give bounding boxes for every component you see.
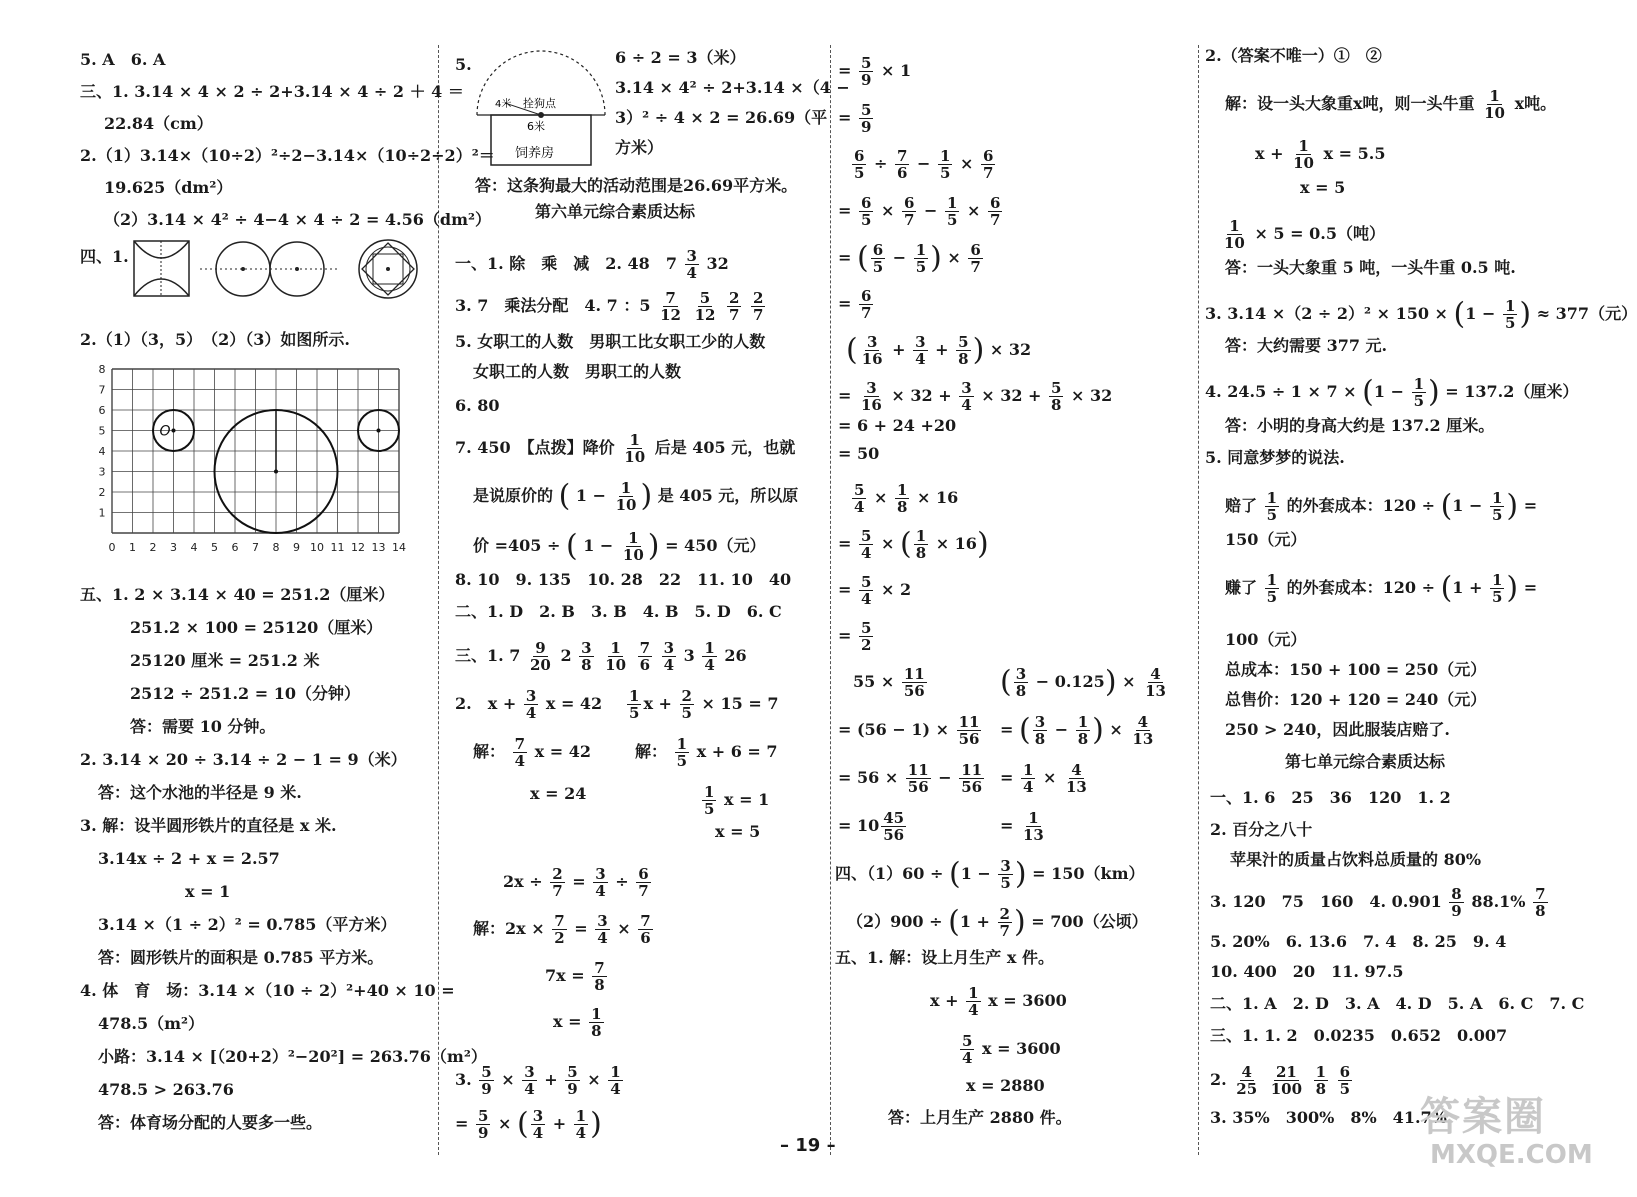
- watermark-site: MXQE.COM: [1430, 1140, 1593, 1170]
- fraction: $\frac{11}{56}$: [958, 713, 980, 748]
- answer-line: 5. A 6. A: [80, 50, 166, 69]
- math-line: = 6 + 24 +20: [838, 416, 957, 435]
- fraction: $\frac{1}{10}$: [1224, 217, 1245, 252]
- answer-text: = 137.2（厘米）: [1445, 382, 1579, 401]
- page-number: – 19 –: [780, 1135, 836, 1156]
- answer-text: 解：设一头大象重x吨，则一头牛重: [1225, 94, 1475, 113]
- fraction: $\frac{1}{4}$: [968, 984, 979, 1019]
- answer-text: × 5 = 0.5（吨）: [1254, 224, 1385, 243]
- answer-line: 478.5（m²）: [98, 1014, 205, 1033]
- x-tick-label: 1: [129, 541, 136, 554]
- fraction: $\frac{6}{5}$: [860, 194, 872, 229]
- answer-line: 3. 3.14 ×（2 ÷ 2）² × 150 × (1 − $\frac{1}{5}$ ) ≈ 377（元）: [1205, 296, 1637, 332]
- fraction: $\frac{1}{8}$: [1077, 713, 1089, 748]
- answer-line: 3.14x ÷ 2 + x = 2.57: [98, 849, 280, 868]
- math-line: = $\frac{5}{9}$: [838, 101, 872, 136]
- fraction: $\frac{5}{9}$: [477, 1107, 489, 1142]
- answer-line: 是说原价的 ( 1 − $\frac{1}{10}$ ) 是 405 元，所以原: [473, 478, 799, 514]
- fraction: $\frac{5}{4}$: [860, 573, 872, 608]
- answer-text: × 15 = 7: [701, 694, 779, 713]
- fraction: $\frac{7}{6}$: [640, 912, 651, 947]
- fraction: $\frac{11}{56}$: [907, 761, 929, 796]
- answer-line: 答：圆形铁片的面积是 0.785 平方米。: [98, 948, 384, 967]
- fraction: $\frac{1}{10}$: [1293, 137, 1314, 172]
- answer-text: x =: [553, 1012, 582, 1031]
- fraction: $\frac{6}{7}$: [903, 194, 915, 229]
- answer-line: 四、（1）60 ÷ (1 − $\frac{3}{5}$ ) = 150（km）: [835, 856, 1145, 892]
- fraction: $\frac{1}{4}$: [1022, 761, 1034, 796]
- x-tick-label: 10: [310, 541, 324, 554]
- answer-line: 三、1. 1. 2 0.0235 0.652 0.007: [1210, 1026, 1508, 1045]
- fraction: $\frac{1}{10}$: [605, 639, 627, 674]
- answer-line: [473, 736, 591, 769]
- fraction: $\frac{6}{5}$: [854, 147, 865, 182]
- fraction: $\frac{1}{5}$: [1413, 375, 1424, 410]
- answer-line: 4. 体 育 场：3.14 ×（10 ÷ 2）²+40 × 10 =: [80, 981, 455, 1000]
- fraction: $\frac{5}{9}$: [860, 54, 872, 89]
- fraction: $\frac{3}{4}$: [525, 687, 537, 722]
- fraction: $\frac{1}{8}$: [1315, 1063, 1327, 1098]
- answer-line: = $\frac{5}{9}$ × ( $\frac{3}{4}$ + $\frac{1}{4}$ ): [455, 1106, 602, 1142]
- answer-text: x = 3600: [982, 1039, 1061, 1058]
- answer-text: 一、1. 除 乘 减 2. 48 7: [455, 254, 677, 273]
- fraction: $\frac{1}{10}$: [615, 479, 637, 514]
- x-tick-label: 5: [211, 541, 218, 554]
- answer-line: 四、1.: [80, 247, 129, 266]
- answer-text: 7x =: [545, 966, 585, 985]
- answer-line: 2x ÷ $\frac{2}{7}$ = $\frac{3}{4}$ ÷ $\frac{6}{7}$: [503, 865, 649, 900]
- answer-line: 2.（1）3.14×（10÷2）²÷2−3.14×（10÷2÷2）²＝: [80, 146, 495, 165]
- answer-line: 方米）: [615, 138, 664, 157]
- fraction: $\frac{3}{4}$: [524, 1063, 535, 1098]
- fraction: $\frac{1}{5}$: [629, 687, 640, 722]
- fraction: $\frac{1}{5}$: [946, 194, 958, 229]
- fraction: $\frac{6}{5}$: [872, 241, 884, 276]
- answer-text: 四、（1）60 ÷: [835, 864, 944, 883]
- math-line: = $\frac{5}{2}$: [838, 619, 872, 654]
- fraction: $\frac{3}{16}$: [860, 379, 882, 414]
- answer-line: 答：需要 10 分钟。: [130, 717, 276, 736]
- y-tick-label: 8: [98, 363, 106, 376]
- answer-text: =: [1523, 496, 1538, 515]
- answer-text: = 150（km）: [1032, 864, 1145, 883]
- answer-line: 赔了 $\frac{1}{5}$ 的外套成本：120 ÷ (1 − $\frac{1}{5}$ ) =: [1225, 488, 1538, 524]
- circle-square-figure: [359, 240, 417, 298]
- answer-text: 3. 7 乘法分配 4. 7 ：5: [455, 296, 651, 315]
- fraction: $\frac{1}{5}$: [676, 735, 688, 770]
- answer-line: 2. 3.14 × 20 ÷ 3.14 ÷ 2 − 1 = 9（米）: [80, 750, 407, 769]
- fraction: $\frac{7}{4}$: [514, 735, 526, 770]
- answer-line: x = 5: [1300, 178, 1346, 197]
- answer-line: [1210, 1064, 1354, 1097]
- answer-line: 二、1. D 2. B 3. B 4. B 5. D 6. C: [455, 602, 782, 621]
- fraction: $\frac{4}{13}$: [1065, 761, 1087, 796]
- answer-text: 赔了: [1225, 496, 1258, 515]
- answer-line: 总成本：150 + 100 = 250（元）: [1225, 660, 1487, 679]
- figure-label: 饲养房: [515, 146, 555, 161]
- fraction: $\frac{1}{4}$: [575, 1107, 587, 1142]
- fraction: $\frac{3}{4}$: [961, 379, 972, 414]
- center-label-o: O: [159, 423, 171, 440]
- answer-line: [1210, 886, 1550, 919]
- answer-line: 答：大约需要 377 元.: [1225, 336, 1388, 355]
- answer-line: 小路：3.14 × [（20+2）²−20²] = 263.76（m²）: [98, 1047, 487, 1066]
- answer-text: 赚了: [1225, 578, 1258, 597]
- section-title: 第七单元综合素质达标: [1285, 752, 1446, 771]
- answer-line: 价 =405 ÷ ( 1 − $\frac{1}{10}$ ) = 450（元）: [473, 528, 766, 564]
- fraction: $\frac{6}{7}$: [982, 147, 994, 182]
- x-tick-label: 7: [252, 541, 259, 554]
- answer-text: 3. 120 75 160 4. 0.901: [1210, 892, 1442, 911]
- fraction: $\frac{7}{2}$: [554, 912, 565, 947]
- answer-line: 19.625（dm²）: [104, 178, 233, 197]
- fraction: $\frac{7}{6}$: [639, 639, 651, 674]
- fraction: $\frac{1}{8}$: [915, 527, 927, 562]
- answer-line: [455, 688, 602, 721]
- answer-line: 答：体育场分配的人要多一些。: [98, 1113, 323, 1132]
- answer-line: x = 5: [715, 822, 761, 841]
- fraction: $\frac{3}{8}$: [1015, 665, 1027, 700]
- fraction: $\frac{5}{9}$: [860, 101, 872, 136]
- answer-line: 赚了 $\frac{1}{5}$ 的外套成本：120 ÷ (1 + $\frac{1}{5}$ ) =: [1225, 570, 1538, 606]
- answer-line: 25120 厘米 = 251.2 米: [130, 651, 320, 670]
- fraction: $\frac{21}{100}$: [1270, 1063, 1303, 1098]
- fraction: $\frac{6}{7}$: [970, 241, 981, 276]
- x-tick-label: 11: [330, 541, 345, 554]
- answer-line: 10. 400 20 11. 97.5: [1210, 962, 1404, 981]
- answer-text: 3.: [455, 1070, 472, 1089]
- answer-line: 三、1. 3.14 × 4 × 2 ÷ 2+3.14 × 4 ÷ 2 ＋ 4 ＝: [80, 82, 464, 101]
- fraction: $\frac{5}{8}$: [958, 333, 969, 368]
- answer-line: 250 > 240，因此服装店赔了.: [1225, 720, 1450, 739]
- answer-line: $\frac{1}{5}$ x + $\frac{2}{5}$ × 15 = 7: [629, 687, 779, 722]
- answer-line: 二、1. A 2. D 3. A 4. D 5. A 6. C 7. C: [1210, 994, 1585, 1013]
- fraction: $\frac{3}{8}$: [1034, 713, 1046, 748]
- fraction: $\frac{5}{8}$: [1051, 379, 1062, 414]
- answer-text: 后是 405 元，也就: [654, 438, 796, 457]
- math-line: $\frac{6}{5}$ ÷ $\frac{7}{6}$ − $\frac{1}{5}$ × $\frac{6}{7}$: [854, 147, 994, 182]
- figure-label: 6米: [527, 120, 545, 133]
- fraction: $\frac{5}{12}$: [694, 289, 716, 324]
- fraction: $\frac{7}{6}$: [896, 147, 908, 182]
- answer-line: [1225, 88, 1556, 121]
- answer-line: 女职工的人数 男职工的人数: [473, 362, 682, 381]
- answer-line: 251.2 × 100 = 25120（厘米）: [130, 618, 383, 637]
- fraction: $\frac{9}{20}$: [530, 639, 551, 674]
- answer-text: = 700（公顷）: [1031, 912, 1148, 931]
- fraction: $\frac{1}{8}$: [591, 1005, 602, 1040]
- answer-line: 8. 10 9. 135 10. 28 22 11. 10 40: [455, 570, 792, 589]
- fraction: $\frac{45}{56}$: [883, 809, 905, 844]
- answer-line: 三、1. 7 $\frac{9}{20}$ 2 $\frac{3}{8}$ $\frac{1}{10}$ $\frac{7}{6}$ $\frac{3}{4}$ 3 $\frac{1}{4}$ 26: [455, 639, 747, 674]
- figure-label: 拴狗点: [523, 97, 556, 110]
- math-line: ( $\frac{3}{16}$ + $\frac{3}{4}$ + $\frac{5}{8}$ ) × 32: [846, 332, 1032, 368]
- answer-line: 一、1. 6 25 36 120 1. 2: [1210, 788, 1451, 807]
- answer-line: [545, 960, 609, 993]
- math-line: = ( $\frac{6}{5}$ − $\frac{1}{5}$ ) × $\frac{6}{7}$: [838, 240, 981, 276]
- answer-line: 100（元）: [1225, 630, 1307, 649]
- answer-text: x吨。: [1514, 94, 1557, 113]
- answer-line: x = 24: [530, 784, 587, 803]
- fraction: $\frac{11}{56}$: [961, 761, 983, 796]
- answer-text: 价 =405 ÷: [473, 536, 561, 555]
- dog-pen-figure: [465, 45, 615, 175]
- answer-line: [958, 1033, 1061, 1066]
- answer-line: 五、1. 解：设上月生产 x 件。: [835, 948, 1054, 967]
- math-line: = $\frac{1}{4}$ × $\frac{4}{13}$: [1000, 761, 1087, 796]
- answer-text: x = 42: [545, 694, 603, 713]
- answer-text: x = 3600: [988, 991, 1067, 1010]
- answer-line: 22.84（cm）: [104, 114, 213, 133]
- math-line: $\frac{5}{4}$ × $\frac{1}{8}$ × 16: [854, 481, 959, 516]
- answer-line: x = 2880: [966, 1076, 1045, 1095]
- center-point: [377, 429, 381, 433]
- fraction: $\frac{5}{4}$: [860, 527, 872, 562]
- x-tick-label: 2: [149, 541, 157, 554]
- answer-line: 3.14 ×（1 ÷ 2）² = 0.785（平方米）: [98, 915, 397, 934]
- fraction: $\frac{3}{4}$: [915, 333, 926, 368]
- answer-text: （2）900 ÷: [847, 912, 943, 931]
- square-arc-figure: [134, 241, 189, 296]
- fraction: $\frac{2}{7}$: [753, 289, 764, 324]
- answer-text: 88.1%: [1471, 892, 1526, 911]
- answer-line: 2. 百分之八十: [1210, 820, 1313, 839]
- answer-line: 答：上月生产 2880 件。: [888, 1108, 1072, 1127]
- fraction: $\frac{1}{4}$: [610, 1063, 621, 1098]
- math-line: = $\frac{5}{4}$ × 2: [838, 573, 912, 608]
- answer-text: 7. 450 【点拨】降价: [455, 438, 615, 457]
- fraction: $\frac{7}{8}$: [1535, 885, 1546, 920]
- fraction: $\frac{4}{25}$: [1236, 1063, 1258, 1098]
- center-point: [274, 470, 278, 474]
- fraction: $\frac{3}{8}$: [581, 639, 592, 674]
- fraction: $\frac{2}{7}$: [729, 289, 740, 324]
- math-line: = $\frac{5}{4}$ × ( $\frac{1}{8}$ × 16): [838, 526, 989, 562]
- answer-text: x = 42: [534, 742, 591, 761]
- answer-line: 4. 24.5 ÷ 1 × 7 × (1 − $\frac{1}{5}$ ) = 137.2（厘米）: [1205, 374, 1579, 410]
- answer-text: x + 6 = 7: [696, 742, 778, 761]
- answer-line: 3. $\frac{5}{9}$ × $\frac{3}{4}$ + $\frac{5}{9}$ × $\frac{1}{4}$: [455, 1063, 621, 1098]
- fraction: $\frac{1}{5}$: [1266, 571, 1278, 606]
- answer-text: 是 405 元，所以原: [657, 486, 799, 505]
- answer-line: 3）² ÷ 4 × 2 = 26.69（平: [615, 108, 828, 127]
- answer-text: 的外套成本：120 ÷: [1286, 578, 1435, 597]
- two-circles-figure: [200, 242, 340, 296]
- answer-line: 答：一头大象重 5 吨，一头牛重 0.5 吨.: [1225, 258, 1516, 277]
- center-point: [172, 429, 176, 433]
- fraction: $\frac{1}{13}$: [1022, 809, 1044, 844]
- math-line: = $\frac{5}{9}$ × 1: [838, 54, 912, 89]
- y-tick-label: 3: [98, 465, 106, 479]
- fraction: $\frac{6}{5}$: [1339, 1063, 1351, 1098]
- figure-drawings: [130, 235, 425, 305]
- y-tick-label: 4: [98, 445, 106, 458]
- fraction: $\frac{1}{5}$: [1491, 571, 1503, 606]
- fraction: $\frac{4}{13}$: [1132, 713, 1154, 748]
- answer-line: 答：这个水池的半径是 9 米.: [98, 783, 302, 802]
- answer-text: = 450（元）: [665, 536, 766, 555]
- coordinate-grid: [90, 358, 420, 558]
- y-tick-label: 6: [98, 404, 106, 417]
- fraction: $\frac{7}{12}$: [660, 289, 681, 324]
- fraction: $\frac{3}{4}$: [595, 865, 606, 900]
- answer-text: 的外套成本：120 ÷: [1286, 496, 1435, 515]
- fraction: $\frac{3}{16}$: [861, 333, 883, 368]
- x-tick-label: 8: [272, 541, 280, 554]
- y-tick-label: 2: [98, 486, 106, 499]
- x-tick-label: 6: [231, 541, 239, 554]
- math-line: = $\frac{6}{5}$ × $\frac{6}{7}$ − $\frac{1}{5}$ × $\frac{6}{7}$: [838, 194, 1001, 229]
- x-tick-label: 3: [170, 541, 177, 554]
- answer-line: 5. 女职工的人数 男职工比女职工少的人数: [455, 332, 766, 351]
- fraction: $\frac{1}{4}$: [704, 639, 715, 674]
- answer-text: 解：: [635, 742, 668, 761]
- x-tick-label: 4: [190, 541, 198, 554]
- math-line: = 56 × $\frac{11}{56}$ − $\frac{11}{56}$: [838, 761, 983, 796]
- fraction: $\frac{2}{7}$: [999, 905, 1010, 940]
- fraction: $\frac{1}{5}$: [1266, 489, 1278, 524]
- watermark-logo: 答案圈: [1420, 1094, 1546, 1140]
- fraction: $\frac{4}{13}$: [1145, 665, 1166, 700]
- math-line: = $\frac{6}{7}$: [838, 287, 872, 322]
- answer-line: [455, 432, 795, 465]
- answer-text: 4. 24.5 ÷ 1 × 7 ×: [1205, 382, 1357, 401]
- math-line: = (56 − 1) × $\frac{11}{56}$: [838, 713, 980, 748]
- fraction: $\frac{1}{10}$: [622, 529, 644, 564]
- answer-line: （2）3.14 × 4² ÷ 4−4 × 4 ÷ 2 = 4.56（dm²）: [104, 210, 492, 229]
- answer-line: 2.（1）（3，5） （2）（3）如图所示.: [80, 330, 350, 349]
- fraction: $\frac{5}{9}$: [481, 1063, 492, 1098]
- x-tick-label: 9: [293, 541, 300, 554]
- fraction: $\frac{5}{9}$: [567, 1063, 578, 1098]
- answer-text: 32: [706, 254, 729, 273]
- fraction: $\frac{5}{2}$: [860, 619, 872, 654]
- math-line: = ( $\frac{3}{8}$ − $\frac{1}{8}$ ) × $\frac{4}{13}$: [1000, 712, 1154, 748]
- answer-line: 150（元）: [1225, 530, 1307, 549]
- answer-line: x + $\frac{1}{4}$ x = 3600: [930, 984, 1067, 1019]
- answer-line: 五、1. 2 × 3.14 × 40 = 251.2（厘米）: [80, 585, 395, 604]
- math-line: = 10 $\frac{45}{56}$: [838, 809, 905, 844]
- fraction: $\frac{6}{7}$: [860, 287, 872, 322]
- answer-line: 3. 解：设半圆形铁片的直径是 x 米.: [80, 816, 337, 835]
- answer-line: x = 1: [185, 882, 231, 901]
- answer-line: 5.: [455, 55, 472, 74]
- x-tick-label: 0: [108, 541, 116, 554]
- fraction: $\frac{7}{8}$: [594, 959, 605, 994]
- y-tick-label: 7: [98, 383, 106, 397]
- fraction: $\frac{11}{56}$: [903, 665, 925, 700]
- fraction: $\frac{1}{10}$: [624, 431, 646, 466]
- section-title: 第六单元综合素质达标: [535, 202, 696, 221]
- fraction: $\frac{6}{7}$: [638, 865, 649, 900]
- answer-text: ≈ 377（元）: [1536, 304, 1637, 323]
- fraction: $\frac{3}{4}$: [663, 639, 675, 674]
- answer-text: 2x ÷: [503, 872, 543, 891]
- answer-line: [455, 290, 767, 323]
- answer-line: 苹果汁的质量占饮料总质量的 80%: [1230, 850, 1482, 869]
- answer-line: 答：小明的身高大约是 137.2 厘米。: [1225, 416, 1495, 435]
- answer-line: [553, 1006, 606, 1039]
- answer-text: x = 5.5: [1323, 144, 1386, 163]
- answer-line: 5. 20% 6. 13.6 7. 4 8. 25 9. 4: [1210, 932, 1507, 951]
- answer-text: 2. x +: [455, 694, 517, 713]
- answer-line: [455, 248, 729, 281]
- x-tick-label: 14: [392, 541, 406, 554]
- answer-line: 解：2x × $\frac{7}{2}$ = $\frac{3}{4}$ × $\frac{7}{6}$: [473, 912, 651, 947]
- answer-line: 6 ÷ 2 = 3（米）: [615, 48, 746, 67]
- fraction: $\frac{1}{10}$: [1484, 87, 1505, 122]
- fraction: $\frac{1}{5}$: [1491, 489, 1503, 524]
- answer-line: 6. 80: [455, 396, 500, 415]
- fraction: $\frac{1}{5}$: [704, 783, 715, 818]
- fraction: $\frac{5}{4}$: [962, 1032, 973, 1067]
- column-divider: [1198, 45, 1199, 1155]
- figure-label: 4米: [495, 99, 512, 110]
- math-line: = $\frac{3}{16}$ × 32 + $\frac{3}{4}$ × 32 + $\frac{5}{8}$ × 32: [838, 379, 1113, 414]
- fraction: $\frac{3}{4}$: [597, 912, 608, 947]
- answer-text: 是说原价的: [473, 486, 554, 505]
- answer-line: [700, 784, 769, 817]
- fraction: $\frac{3}{5}$: [1000, 857, 1011, 892]
- answer-line: [635, 736, 778, 769]
- answer-text: 解：2x ×: [473, 919, 545, 938]
- answer-line: 3.14 × 4² ÷ 2+3.14 ×（4 −: [615, 78, 850, 97]
- math-line: 55 × $\frac{11}{56}$: [853, 665, 925, 700]
- fraction: $\frac{2}{5}$: [681, 687, 692, 722]
- answer-line: [1220, 218, 1385, 251]
- fraction: $\frac{3}{4}$: [532, 1107, 544, 1142]
- fraction: $\frac{6}{7}$: [989, 194, 1001, 229]
- x-tick-label: 12: [351, 541, 365, 554]
- fraction: $\frac{1}{5}$: [1504, 297, 1516, 332]
- answer-line: 答：这条狗最大的活动范围是26.69平方米。: [475, 176, 798, 195]
- fraction: $\frac{2}{7}$: [552, 865, 563, 900]
- answer-line: 2512 ÷ 251.2 = 10（分钟）: [130, 684, 360, 703]
- x-tick-label: 13: [371, 541, 386, 554]
- y-tick-label: 5: [98, 424, 106, 438]
- answer-line: 2.（答案不唯一）① ②: [1205, 46, 1382, 65]
- fraction: $\frac{5}{4}$: [854, 481, 865, 516]
- fraction: $\frac{1}{5}$: [915, 241, 927, 276]
- column-divider: [830, 45, 831, 1155]
- answer-text: 解：: [473, 742, 506, 761]
- answer-text: 3. 3.14 ×（2 ÷ 2）² × 150 ×: [1205, 304, 1448, 323]
- answer-line: 3. 35% 300% 8% 41.7%: [1210, 1108, 1447, 1127]
- answer-text: =: [1523, 578, 1538, 597]
- answer-line: 478.5 > 263.76: [98, 1080, 234, 1099]
- fraction: $\frac{1}{8}$: [896, 481, 908, 516]
- math-line: ( $\frac{3}{8}$ − 0.125) × $\frac{4}{13}$: [1000, 664, 1166, 700]
- y-tick-label: 1: [98, 506, 106, 520]
- answer-text: 2.: [1210, 1070, 1227, 1089]
- answer-line: （2）900 ÷ (1 + $\frac{2}{7}$ ) = 700（公顷）: [847, 904, 1148, 940]
- answer-line: 5. 同意梦梦的说法.: [1205, 448, 1345, 467]
- fraction: $\frac{1}{5}$: [939, 147, 951, 182]
- answer-text: x = 1: [724, 790, 770, 809]
- answer-line: 总售价：120 + 120 = 240（元）: [1225, 690, 1487, 709]
- math-line: = $\frac{1}{13}$: [1000, 809, 1044, 844]
- fraction: $\frac{8}{9}$: [1451, 885, 1462, 920]
- answer-line: x + $\frac{1}{10}$ x = 5.5: [1255, 137, 1386, 172]
- math-line: = 50: [838, 444, 880, 463]
- answer-text: 三、1. 7: [455, 646, 521, 665]
- fraction: $\frac{3}{4}$: [686, 247, 697, 282]
